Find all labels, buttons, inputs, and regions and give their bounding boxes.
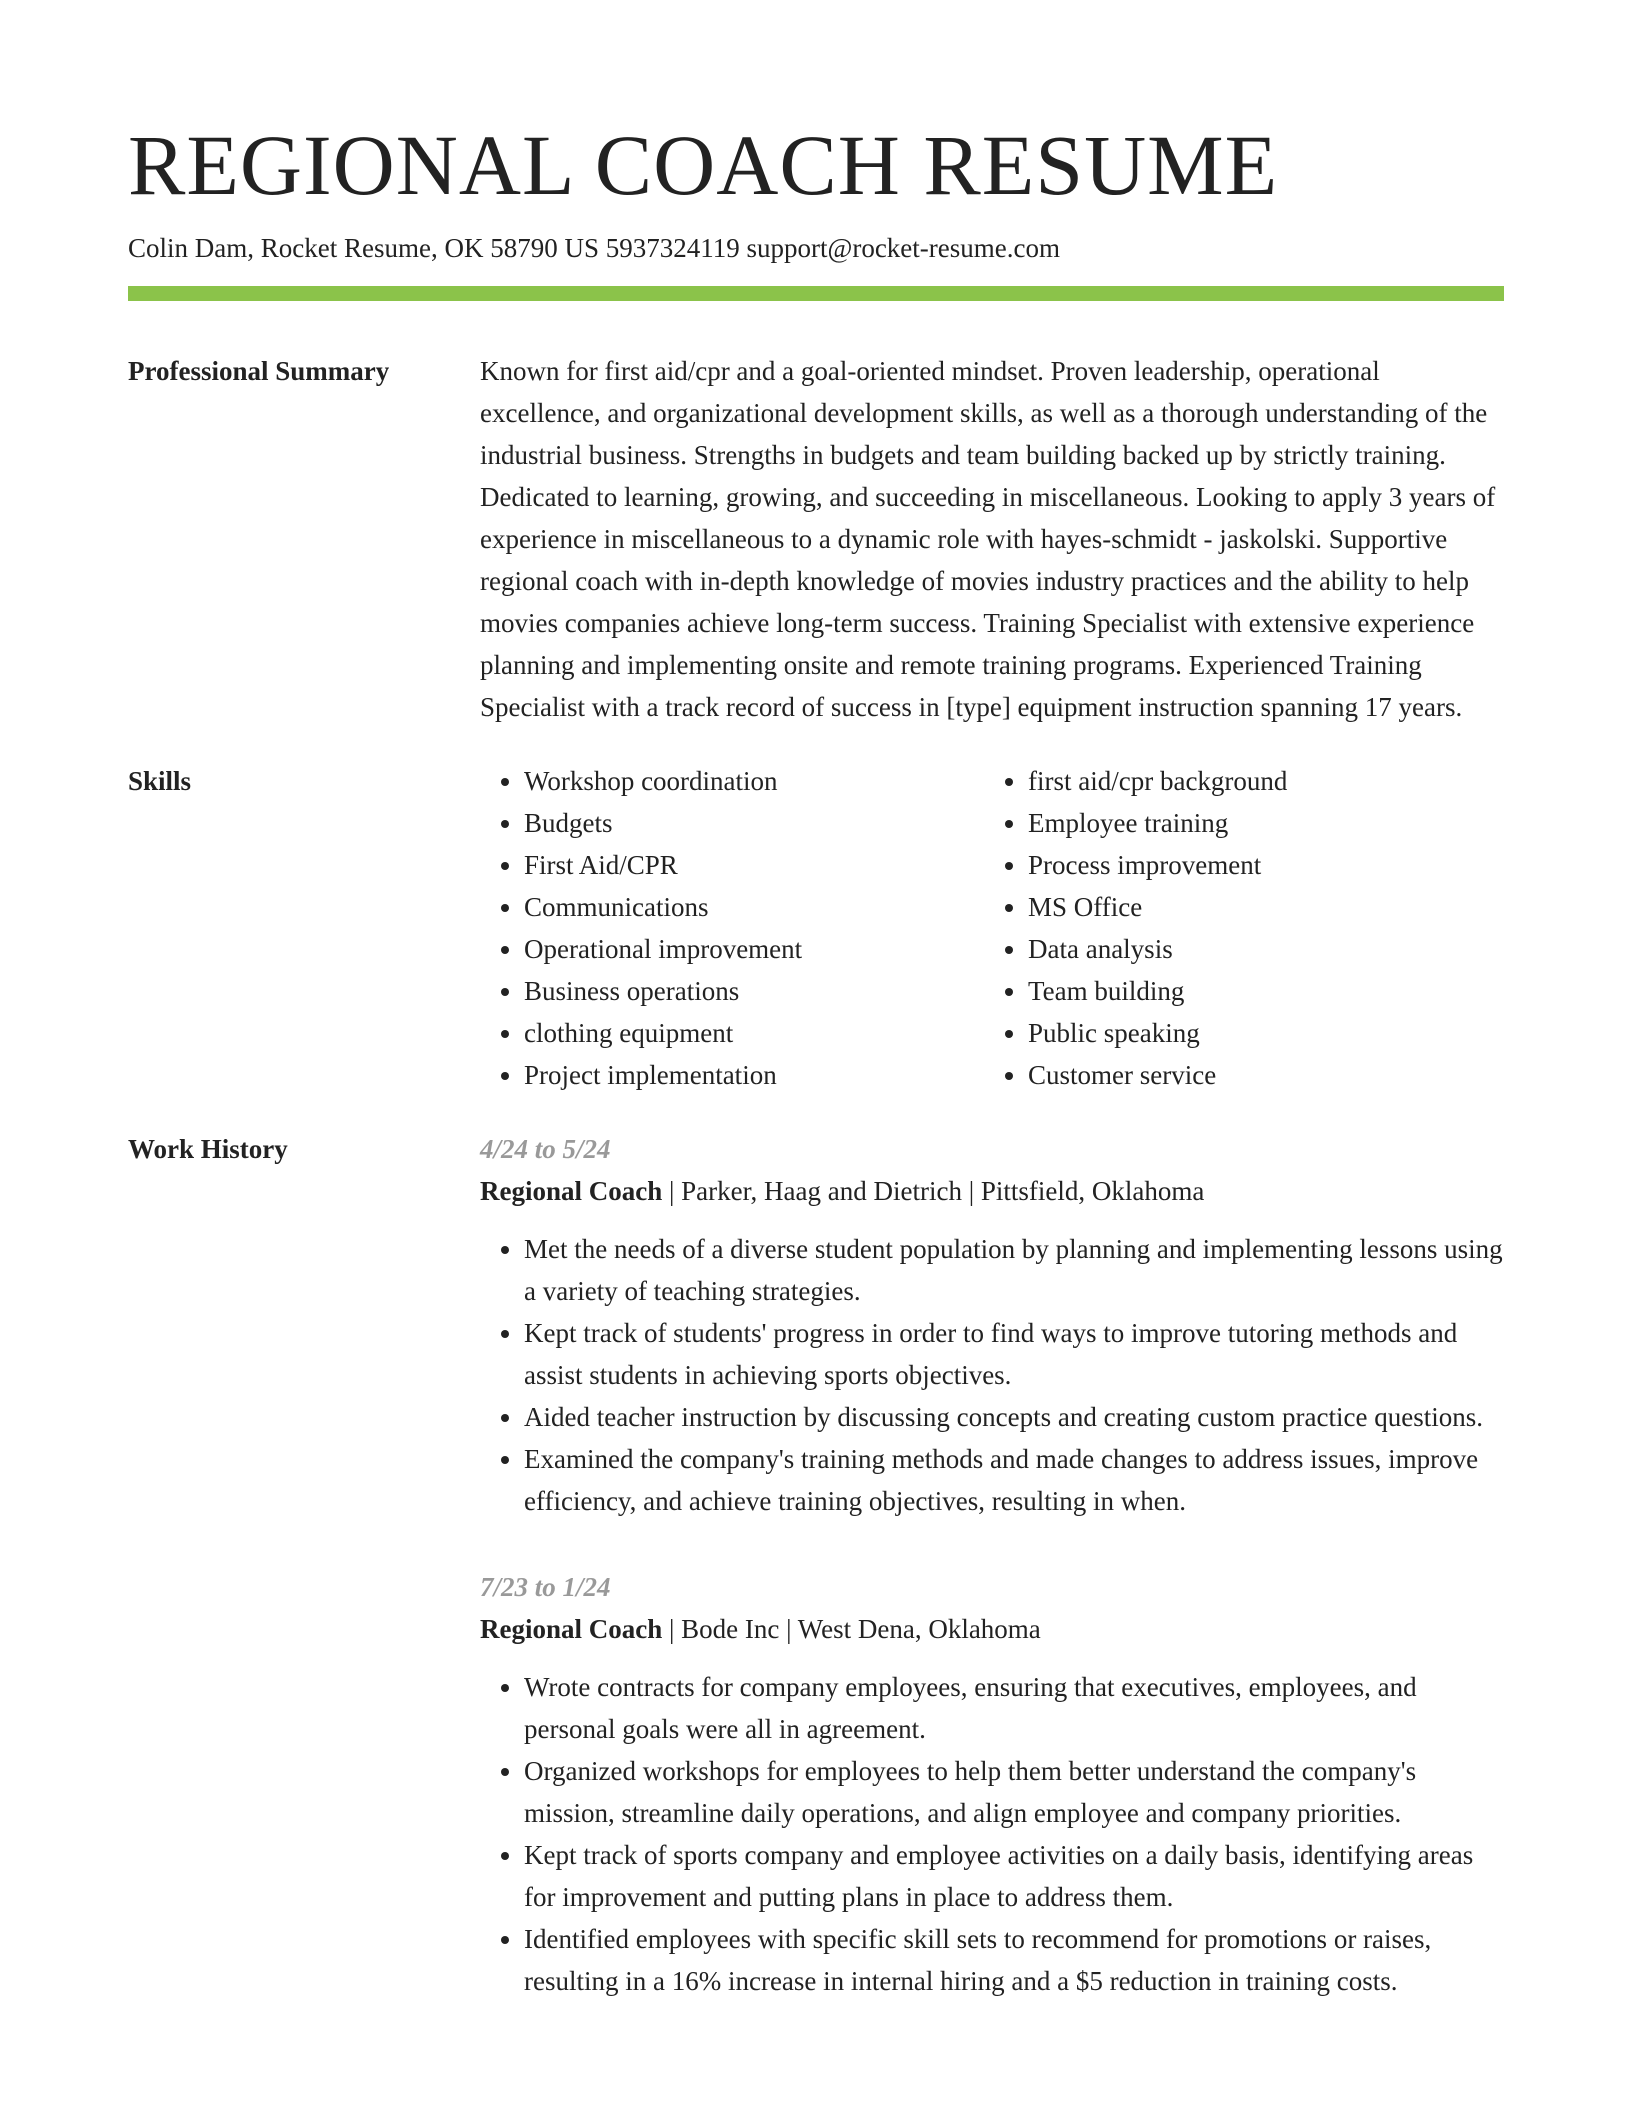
skills-grid bbox=[480, 760, 1504, 1096]
skills-list-left bbox=[480, 760, 984, 1096]
skill-item: • Public speaking bbox=[1028, 1012, 1488, 1054]
job-title: Regional Coach bbox=[480, 1176, 663, 1206]
job-details: | Parker, Haag and Dietrich | Pittsfield, Oklahoma bbox=[662, 1176, 1205, 1206]
job-bullet: • Wrote contracts for company employees, ensuring that executives, employees, and personal goals were all in agreement. bbox=[524, 1666, 1504, 1750]
skill-item: • Data analysis bbox=[1028, 928, 1488, 970]
job-bullet: • Met the needs of a diverse student population by planning and implementing lessons using a variety of teaching strategies. bbox=[524, 1228, 1504, 1312]
job-bullet: • Examined the company's training methods and made changes to address issues, improve efficiency, and achieve training objectives, resulting in when. bbox=[524, 1438, 1504, 1522]
skill-item: • Budgets bbox=[524, 802, 984, 844]
work-history-body bbox=[480, 1128, 1504, 2002]
skill-item: • Employee training bbox=[1028, 802, 1488, 844]
skills-section bbox=[128, 760, 1504, 1096]
section-label-summary: Professional Summary bbox=[128, 356, 390, 386]
job-entry bbox=[480, 1566, 1504, 2002]
skill-item: • Operational improvement bbox=[524, 928, 984, 970]
skill-item: • Communications bbox=[524, 886, 984, 928]
job-bullet-list bbox=[480, 1228, 1504, 1522]
job-heading bbox=[480, 1608, 1504, 1650]
skills-list-right bbox=[984, 760, 1488, 1096]
skill-item: • Customer service bbox=[1028, 1054, 1488, 1096]
skill-item: • First Aid/CPR bbox=[524, 844, 984, 886]
professional-summary-section bbox=[128, 350, 1504, 728]
skills-body bbox=[480, 760, 1504, 1096]
skill-item: • first aid/cpr background bbox=[1028, 760, 1488, 802]
skill-item: • Team building bbox=[1028, 970, 1488, 1012]
summary-text: Known for first aid/cpr and a goal-oriented mindset. Proven leadership, operational excellence, and organizational development skills, as well as a thorough understanding of the industrial business. Strengths in budgets and team building backed up by strictly training. Dedicated to learning, growing, and succeeding in miscellaneous. Looking to apply 3 years of experience in miscellaneous to a dynamic role with hayes-schmidt - jaskolski. Supportive regional coach with in-depth knowledge of movies industry practices and the ability to help movies companies achieve long-term success. Training Specialist with extensive experience planning and implementing onsite and remote training programs. Experienced Training Specialist with a track record of success in [type] equipment instruction spanning 17 years. bbox=[480, 356, 1496, 722]
job-bullet: • Kept track of students' progress in order to find ways to improve tutoring methods and assist students in achieving sports objectives. bbox=[524, 1312, 1504, 1396]
job-entry bbox=[480, 1128, 1504, 1522]
resume-sections bbox=[128, 350, 1504, 2034]
skill-item: • Workshop coordination bbox=[524, 760, 984, 802]
job-bullet: • Aided teacher instruction by discussing concepts and creating custom practice questions. bbox=[524, 1396, 1504, 1438]
skill-item: • MS Office bbox=[1028, 886, 1488, 928]
summary-body bbox=[480, 350, 1504, 728]
job-heading bbox=[480, 1170, 1504, 1212]
work-history-section bbox=[128, 1128, 1504, 2002]
skill-item: • Business operations bbox=[524, 970, 984, 1012]
job-dates: 7/23 to 1/24 bbox=[480, 1572, 611, 1602]
section-label-work-history: Work History bbox=[128, 1134, 288, 1164]
job-bullet-list bbox=[480, 1666, 1504, 2002]
skill-item: • Project implementation bbox=[524, 1054, 984, 1096]
job-details: | Bode Inc | West Dena, Oklahoma bbox=[662, 1614, 1041, 1644]
skill-item: • clothing equipment bbox=[524, 1012, 984, 1054]
resume-title: REGIONAL COACH RESUME bbox=[128, 117, 1279, 213]
job-dates: 4/24 to 5/24 bbox=[480, 1134, 611, 1164]
job-bullet: • Organized workshops for employees to help them better understand the company's mission, streamline daily operations, and align employee and company priorities. bbox=[524, 1750, 1504, 1834]
skill-item: • Process improvement bbox=[1028, 844, 1488, 886]
job-title: Regional Coach bbox=[480, 1614, 663, 1644]
contact-line: Colin Dam, Rocket Resume, OK 58790 US 5937324119 support@rocket-resume.com bbox=[128, 233, 1060, 263]
job-bullet: • Identified employees with specific skill sets to recommend for promotions or raises, resulting in a 16% increase in internal hiring and a $5 reduction in training costs. bbox=[524, 1918, 1504, 2002]
job-bullet: • Kept track of sports company and employee activities on a daily basis, identifying areas for improvement and putting plans in place to address them. bbox=[524, 1834, 1504, 1918]
section-label-skills: Skills bbox=[128, 766, 192, 796]
header-divider bbox=[128, 286, 1504, 301]
